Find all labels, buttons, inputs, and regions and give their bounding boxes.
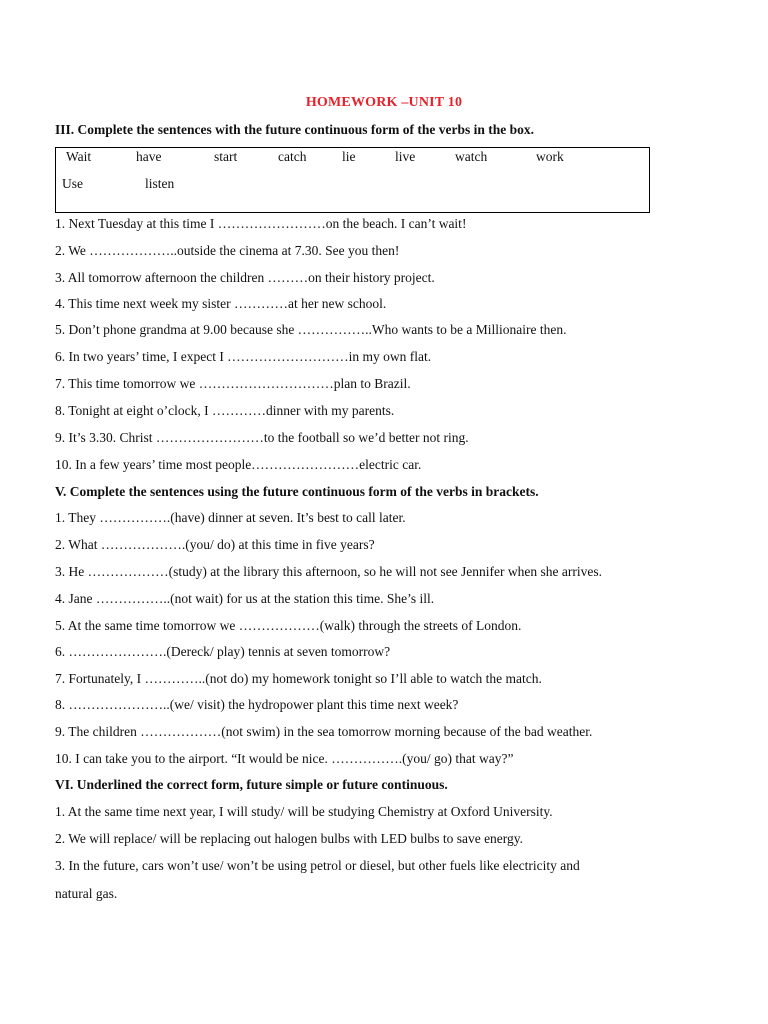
exercise-5-item: 1. They …………….(have) dinner at seven. It’s best to call later. (55, 510, 406, 525)
section-5-heading: V. Complete the sentences using the future continuous form of the verbs in brackets. (55, 484, 539, 499)
exercise-5-item: 7. Fortunately, I …………..(not do) my homework tonight so I’ll able to watch the match. (55, 671, 542, 686)
exercise-5-item: 6. ………………….(Dereck/ play) tennis at seven tomorrow? (55, 644, 391, 659)
section-6-heading: VI. Underlined the correct form, future simple or future continuous. (55, 777, 448, 792)
verb-box-word: lie (342, 149, 356, 164)
exercise-3-item: 8. Tonight at eight o’clock, I …………dinner with my parents. (55, 403, 395, 418)
verb-box-word: Use (62, 176, 83, 191)
verb-box (55, 147, 650, 213)
exercise-6-item: 3. In the future, cars won’t use/ won’t be using petrol or diesel, but other fuels like electricity and (55, 858, 580, 873)
exercise-3-item: 1. Next Tuesday at this time I ……………………on the beach. I can’t wait! (55, 216, 467, 231)
exercise-3-item: 7. This time tomorrow we …………………………plan to Brazil. (55, 376, 411, 391)
exercise-6-item: 1. At the same time next year, I will study/ will be studying Chemistry at Oxford University. (55, 804, 553, 819)
verb-box-word: have (136, 149, 162, 164)
verb-box-word: start (214, 149, 238, 164)
page-title: HOMEWORK –UNIT 10 (305, 95, 463, 110)
verb-box-word: live (395, 149, 416, 164)
exercise-5-item: 4. Jane ……………..(not wait) for us at the station this time. She’s ill. (55, 591, 435, 606)
exercise-3-item: 10. In a few years’ time most people……………………electric car. (55, 457, 422, 472)
exercise-6-item: 2. We will replace/ will be replacing out halogen bulbs with LED bulbs to save energy. (55, 831, 524, 846)
verb-box-word: Wait (66, 149, 92, 164)
exercise-3-item: 2. We ………………..outside the cinema at 7.30. See you then! (55, 243, 400, 258)
verb-box-word: work (536, 149, 564, 164)
exercise-5-item: 3. He ………………(study) at the library this afternoon, so he will not see Jennifer when she arrives. (55, 564, 602, 579)
exercise-3-item: 6. In two years’ time, I expect I ………………………in my own flat. (55, 349, 432, 364)
verb-box-word: watch (455, 149, 488, 164)
exercise-5-item: 2. What ……………….(you/ do) at this time in five years? (55, 537, 375, 552)
exercise-6-item: natural gas. (55, 886, 118, 901)
exercise-3-item: 9. It’s 3.30. Christ ……………………to the football so we’d better not ring. (55, 430, 469, 445)
exercise-3-item: 4. This time next week my sister …………at her new school. (55, 296, 387, 311)
exercise-3-item: 3. All tomorrow afternoon the children ………on their history project. (55, 270, 435, 285)
verb-box-word: listen (145, 176, 175, 191)
exercise-5-item: 10. I can take you to the airport. “It would be nice. …………….(you/ go) that way?” (55, 751, 514, 766)
section-3-heading: III. Complete the sentences with the future continuous form of the verbs in the box. (55, 122, 534, 137)
exercise-5-item: 9. The children ………………(not swim) in the sea tomorrow morning because of the bad weather. (55, 724, 593, 739)
exercise-5-item: 8. …………………..(we/ visit) the hydropower plant this time next week? (55, 697, 459, 712)
exercise-3-item: 5. Don’t phone grandma at 9.00 because she ……………..Who wants to be a Millionaire then. (55, 322, 567, 337)
verb-box-word: catch (278, 149, 307, 164)
exercise-5-item: 5. At the same time tomorrow we ………………(walk) through the streets of London. (55, 618, 522, 633)
